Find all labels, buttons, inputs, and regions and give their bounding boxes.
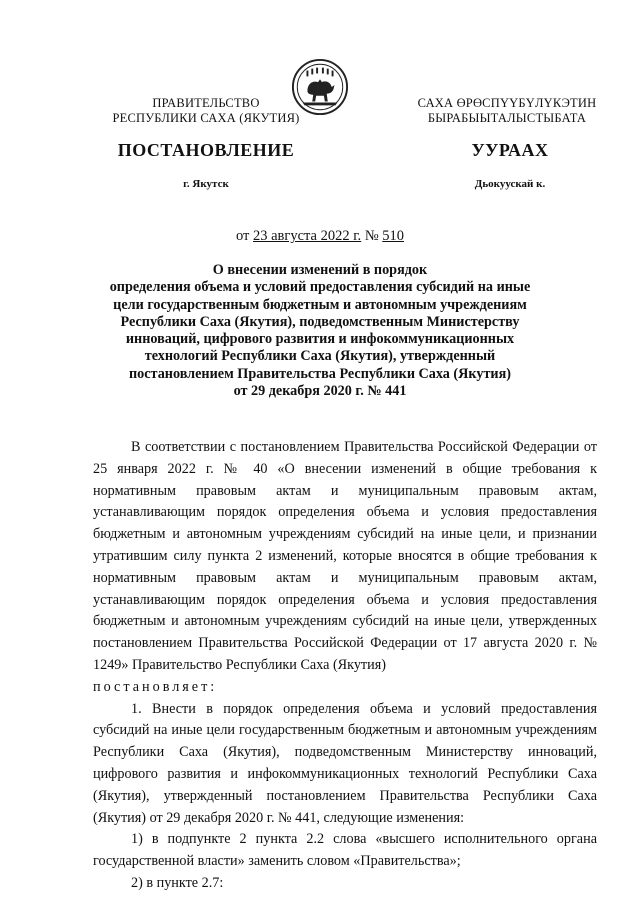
header-left-line2: РЕСПУБЛИКИ САХА (ЯКУТИЯ) <box>112 111 300 125</box>
item-1-paragraph: 1. Внести в порядок определения объема и условий предоставления субсидий на иные цели государственным бюджетным и автономным учреждениям Республики Саха (Якутия), подведомственным Министерству инноваций, цифрового развития и инфокоммуникационных технологий Республики Саха (Якутия), утвержденный постановлением Правительства Республики Саха (Якутия) от 29 декабря 2020 г. № 441, следующие изменения: <box>93 700 597 826</box>
header-right-line2: БЫРАБЫЫТАЛЫСТЫБАТА <box>427 111 587 125</box>
government-name-yakut <box>392 96 622 126</box>
title-line: определения объема и условий предоставления субсидий на иные <box>109 279 531 296</box>
title-line: постановлением Правительства Республики Саха (Якутия) <box>128 365 512 382</box>
decree-date: 23 августа 2022 г. <box>253 228 362 244</box>
city-russian: г. Якутск <box>183 178 229 190</box>
title-line: от 29 декабря 2020 г. № 441 <box>233 383 407 400</box>
item-1-1-paragraph: 1) в подпункте 2 пункта 2.2 слова «высшего исполнительного органа государственной власти» заменить словом «Правительства»; <box>93 831 597 870</box>
title-line: цели государственным бюджетным и автономным учреждениям <box>113 296 527 313</box>
decree-title <box>108 262 532 400</box>
header-left-line1: ПРАВИТЕЛЬСТВО <box>152 96 260 110</box>
decree-number: 510 <box>382 228 405 244</box>
decree-word: постановляет: <box>93 678 218 695</box>
title-line: технологий Республики Саха (Якутия), утвержденный <box>144 348 496 365</box>
decree-body <box>93 437 597 895</box>
title-line: О внесении изменений в порядок <box>212 262 428 278</box>
preamble-paragraph: В соответствии с постановлением Правительства Российской Федерации от 25 января 2022 г. № 40 «О внесении изменений в общие требования к нормативным правовым актам и муниципальным правовым актам, устанавливающим порядок определения объема и условия предоставления бюджетным и автономным учреждениям субсидий на иные цели, и признании утратившим силу пункта 2 изменений, которые вносятся в общие требования к нормативным правовым актам и муниципальным правовым актам, устанавливающим порядок определения объема и условия предоставления бюджетным и автономным учреждениям субсидий на иные цели, утвержденных постановлением Правительства Российской Федерации от 17 августа 2020 г. № 1249» Правительство Республики Саха (Якутия) <box>93 439 597 673</box>
header-right-line1: САХА ӨРӨСПҮҮБҮЛҮКЭТИН <box>417 96 597 110</box>
decree-date-line <box>0 228 640 245</box>
doc-type-russian: ПОСТАНОВЛЕНИЕ <box>117 140 295 160</box>
item-1-2-paragraph: 2) в пункте 2.7: <box>131 874 224 891</box>
government-name-russian <box>96 96 316 126</box>
date-prefix: от <box>235 228 250 244</box>
doc-type-yakut: УУРААХ <box>471 140 549 160</box>
city-yakut: Дьокуускай к. <box>474 178 546 190</box>
number-sign: № <box>364 228 379 244</box>
title-line: Республики Саха (Якутия), подведомственным Министерству <box>120 313 520 330</box>
title-line: инноваций, цифрового развития и инфокоммуникационных <box>125 331 515 348</box>
